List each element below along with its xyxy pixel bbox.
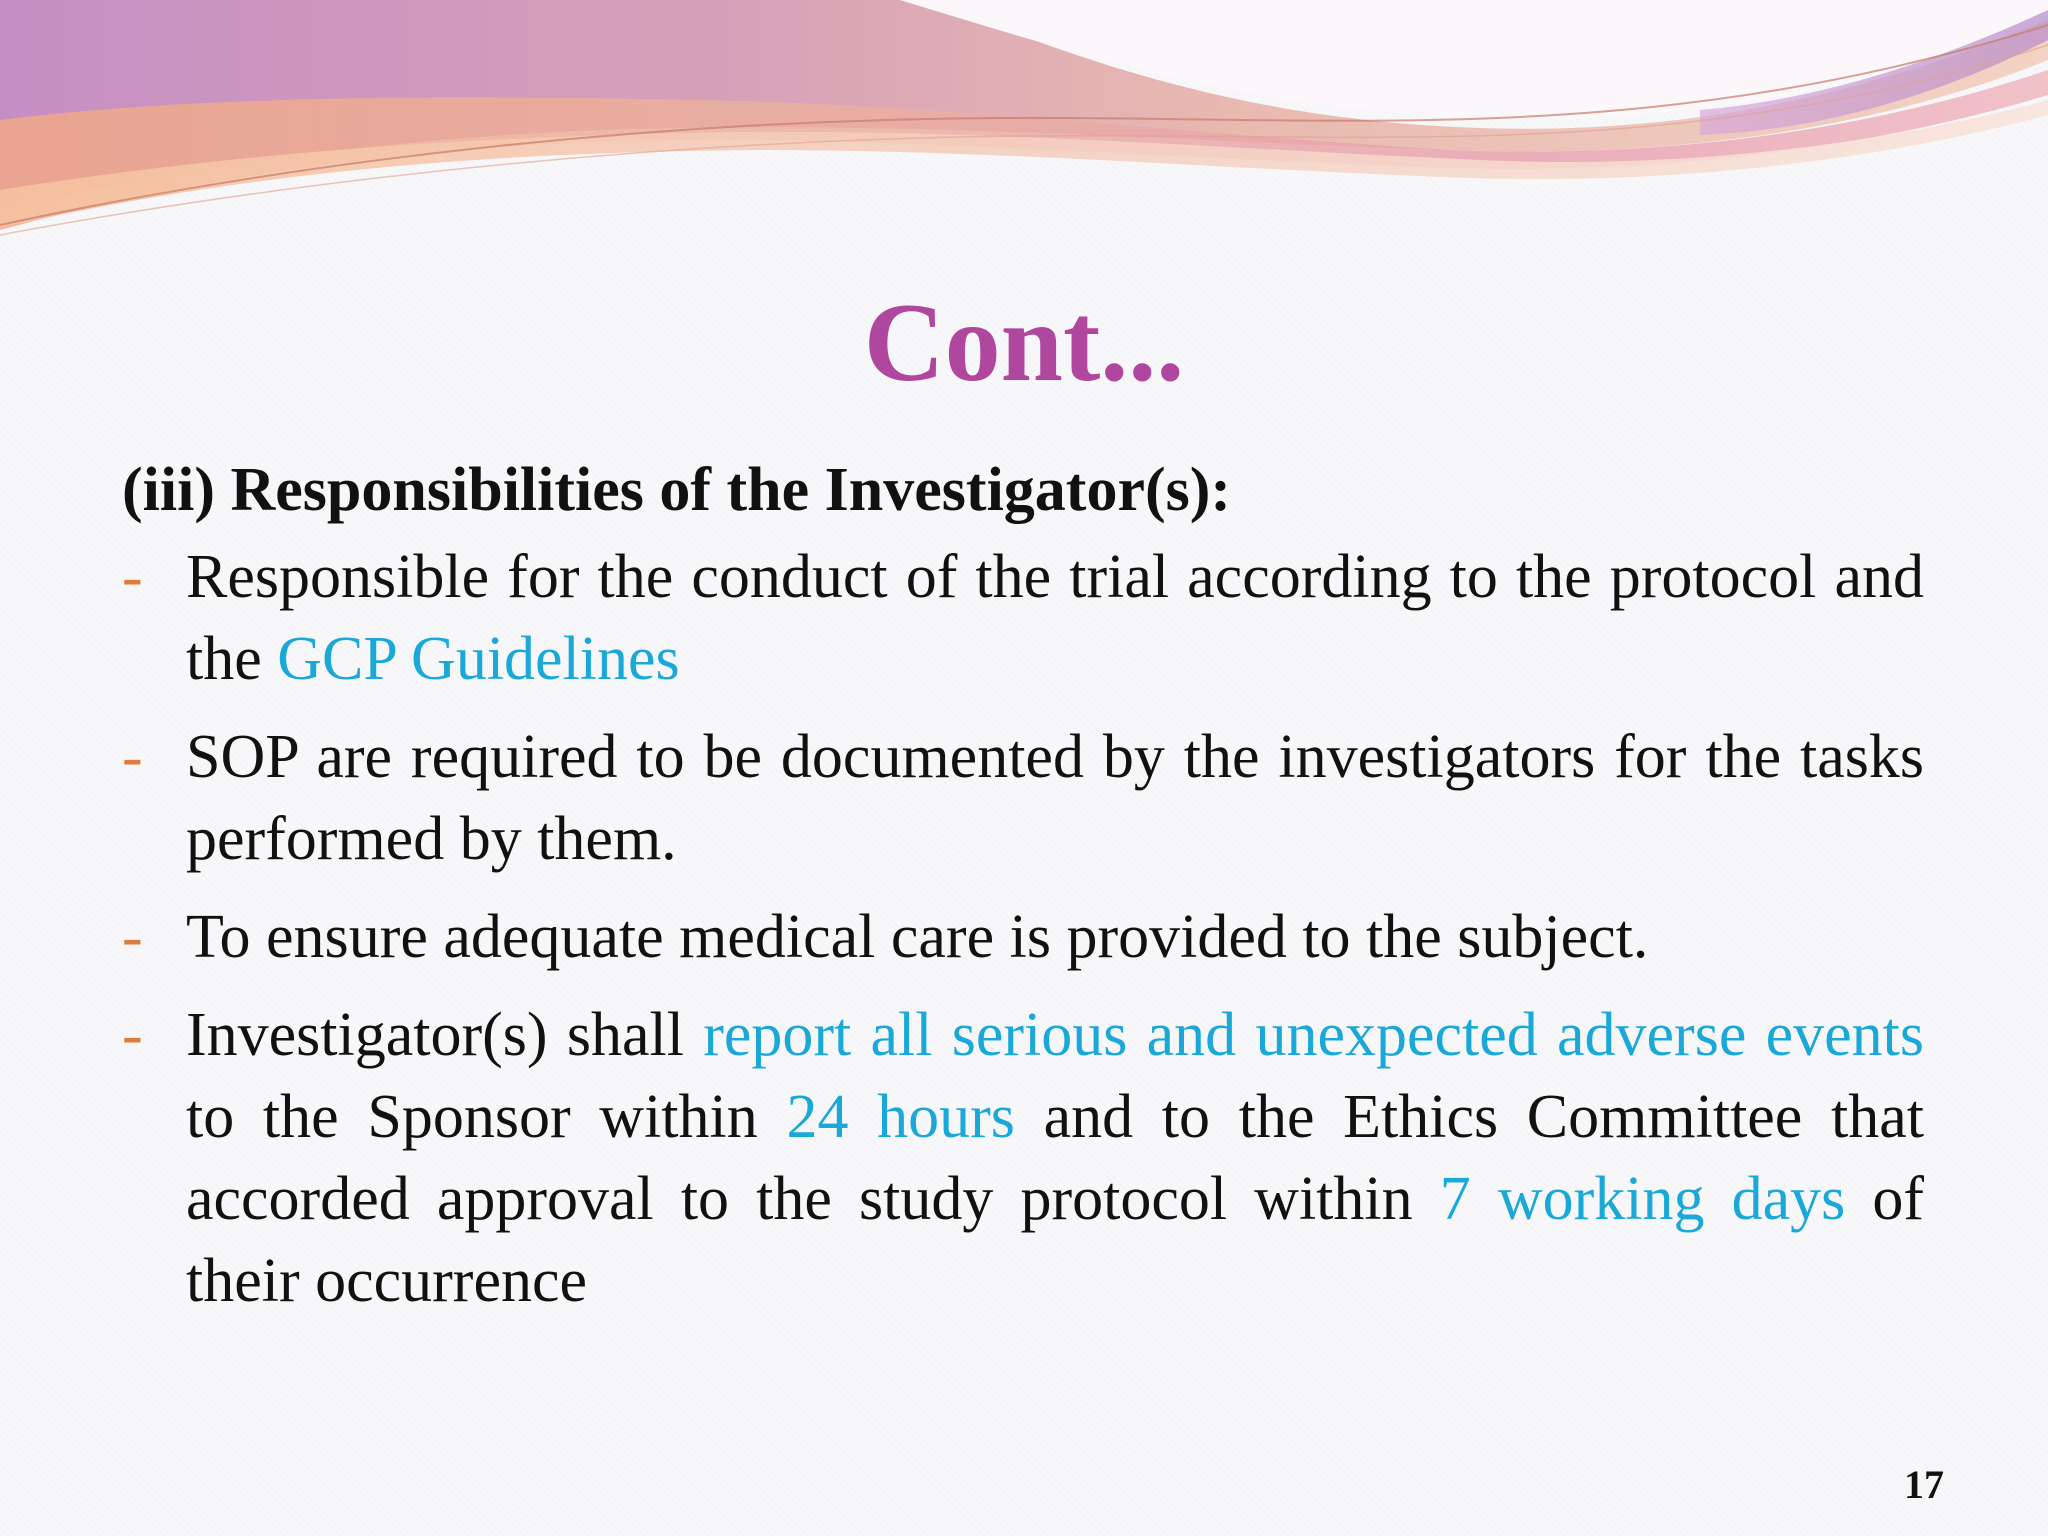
- slide-title: Cont...: [863, 281, 1185, 405]
- bullet-text: and to the Ethics Committee that accorded approval to the study protocol within: [186, 1083, 1924, 1233]
- bullet-marker: -: [122, 903, 143, 971]
- bullet-item: [122, 994, 1924, 1322]
- bullet-text: SOP are required to be documented by the investigators for the tasks performed by them.: [186, 723, 1924, 873]
- bullet-marker: -: [122, 723, 143, 791]
- bullet-item: [122, 716, 1924, 880]
- bullet-text: To ensure adequate medical care is provided to the subject.: [186, 903, 1649, 971]
- slide-body: [122, 450, 1924, 1338]
- bullet-text: Investigator(s) shall: [186, 1001, 704, 1069]
- highlighted-text: GCP Guidelines: [277, 625, 680, 693]
- page-number: 17: [1904, 1462, 1944, 1507]
- bullet-text: Responsible for the conduct of the trial according to the protocol and the: [186, 543, 1924, 693]
- bullet-text: of their occurrence: [186, 1165, 1924, 1315]
- bullet-marker: -: [122, 1001, 143, 1069]
- highlighted-text: 7 working days: [1439, 1165, 1846, 1233]
- bullet-text: to the Sponsor within: [186, 1083, 787, 1151]
- decorative-wave-header: [0, 0, 2048, 260]
- highlighted-text: 24 hours: [786, 1083, 1015, 1151]
- bullet-item: [122, 896, 1924, 978]
- bullet-item: [122, 536, 1924, 700]
- highlighted-text: report all serious and unexpected adverse events: [703, 1001, 1925, 1069]
- section-heading: (iii) Responsibilities of the Investigator(s):: [122, 456, 1232, 524]
- bullet-marker: -: [122, 543, 143, 611]
